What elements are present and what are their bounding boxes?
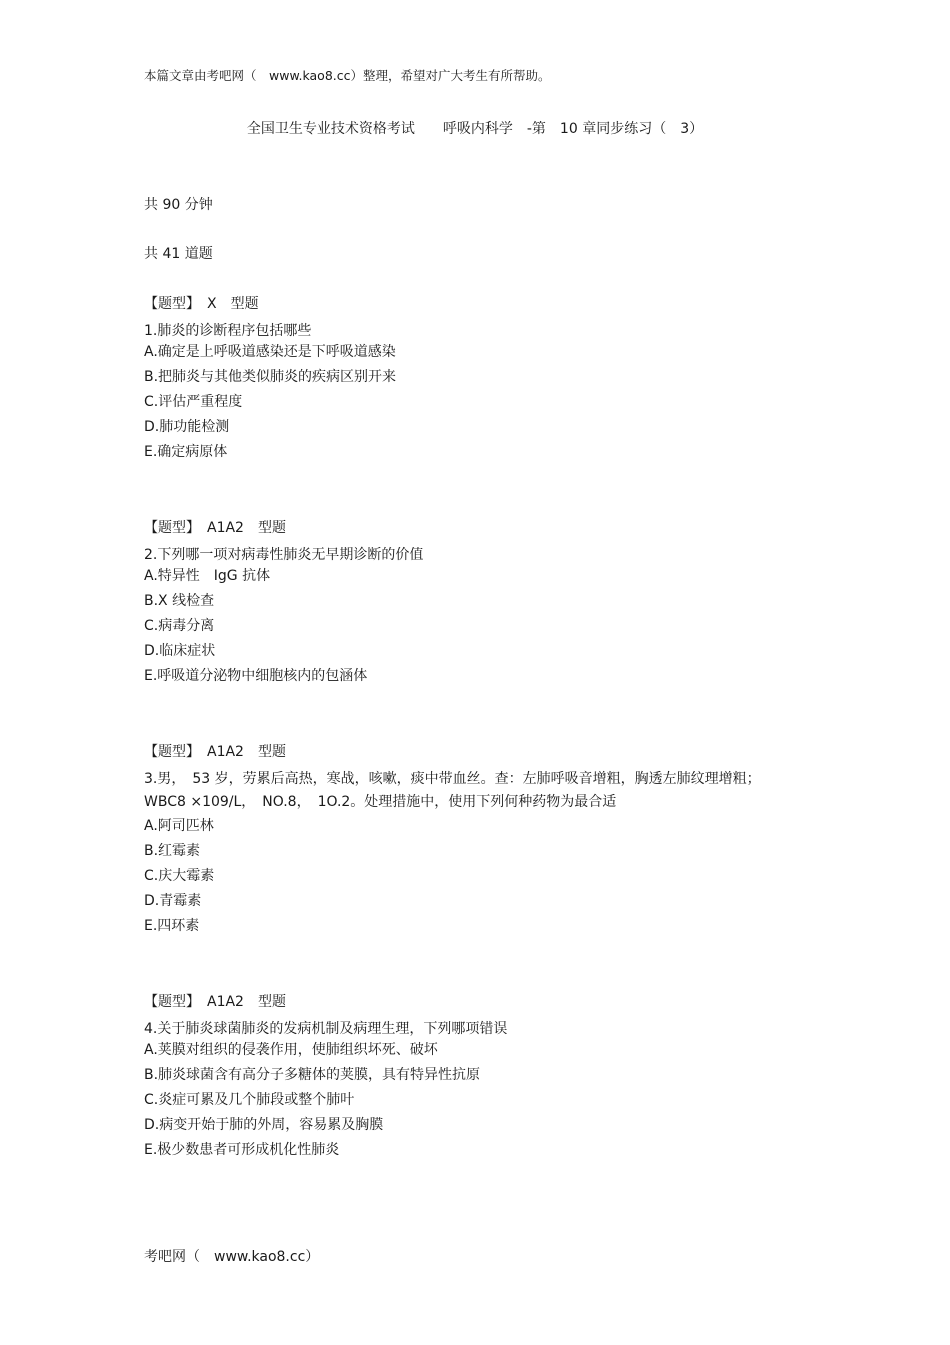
option-d: D.病变开始于肺的外周，容易累及胸膜 [144, 1117, 384, 1133]
option-a: A.特异性 IgG 抗体 [144, 568, 271, 584]
option-c: C.庆大霉素 [144, 868, 215, 884]
option-b: B.红霉素 [144, 843, 201, 859]
question-1 [144, 295, 784, 468]
question-type: 【题型】 A1A2 型题 [144, 520, 286, 536]
exam-duration: 共 90 分钟 [144, 197, 213, 213]
option-c: C.病毒分离 [144, 618, 215, 634]
option-a: A.阿司匹林 [144, 818, 214, 834]
option-e: E.四环素 [144, 918, 200, 934]
question-type: 【题型】 X 型题 [144, 296, 259, 312]
option-d: D.肺功能检测 [144, 419, 230, 435]
question-stem: 4.关于肺炎球菌肺炎的发病机制及病理生理，下列哪项错误 [144, 1021, 508, 1037]
question-4 [144, 993, 784, 1166]
question-type: 【题型】 A1A2 型题 [144, 994, 286, 1010]
footer-source: 考吧网（ www.kao8.cc） [144, 1249, 320, 1265]
question-count: 共 41 道题 [144, 246, 213, 262]
option-c: C.评估严重程度 [144, 394, 243, 410]
question-type: 【题型】 A1A2 型题 [144, 744, 286, 760]
option-a: A.确定是上呼吸道感染还是下呼吸道感染 [144, 344, 396, 360]
question-3 [144, 743, 784, 942]
document-title: 全国卫生专业技术资格考试 呼吸内科学 -第 10 章同步练习（ 3） [246, 121, 704, 137]
header-note: 本篇文章由考吧网（ www.kao8.cc）整理，希望对广大考生有所帮助。 [144, 68, 551, 83]
question-stem: 3.男， 53 岁，劳累后高热，寒战，咳嗽，痰中带血丝。查：左肺呼吸音增粗，胸透左肺纹理增粗； WBC8 ×109/L， NO.8， 1O.2。处理措施中，使用下列何种药物为最合适 [144, 771, 768, 810]
option-e: E.极少数患者可形成机化性肺炎 [144, 1142, 340, 1158]
option-c: C.炎症可累及几个肺段或整个肺叶 [144, 1092, 355, 1108]
option-a: A.荚膜对组织的侵袭作用，使肺组织坏死、破坏 [144, 1042, 438, 1058]
option-b: B.肺炎球菌含有高分子多糖体的荚膜，具有特异性抗原 [144, 1067, 481, 1083]
option-e: E.确定病原体 [144, 444, 228, 460]
option-b: B.把肺炎与其他类似肺炎的疾病区别开来 [144, 369, 397, 385]
option-b: B.X 线检查 [144, 593, 215, 609]
option-d: D.青霉素 [144, 893, 202, 909]
option-d: D.临床症状 [144, 643, 216, 659]
question-stem: 1.肺炎的诊断程序包括哪些 [144, 323, 312, 339]
question-stem: 2.下列哪一项对病毒性肺炎无早期诊断的价值 [144, 547, 424, 563]
question-2 [144, 519, 784, 692]
option-e: E.呼吸道分泌物中细胞核内的包涵体 [144, 668, 368, 684]
